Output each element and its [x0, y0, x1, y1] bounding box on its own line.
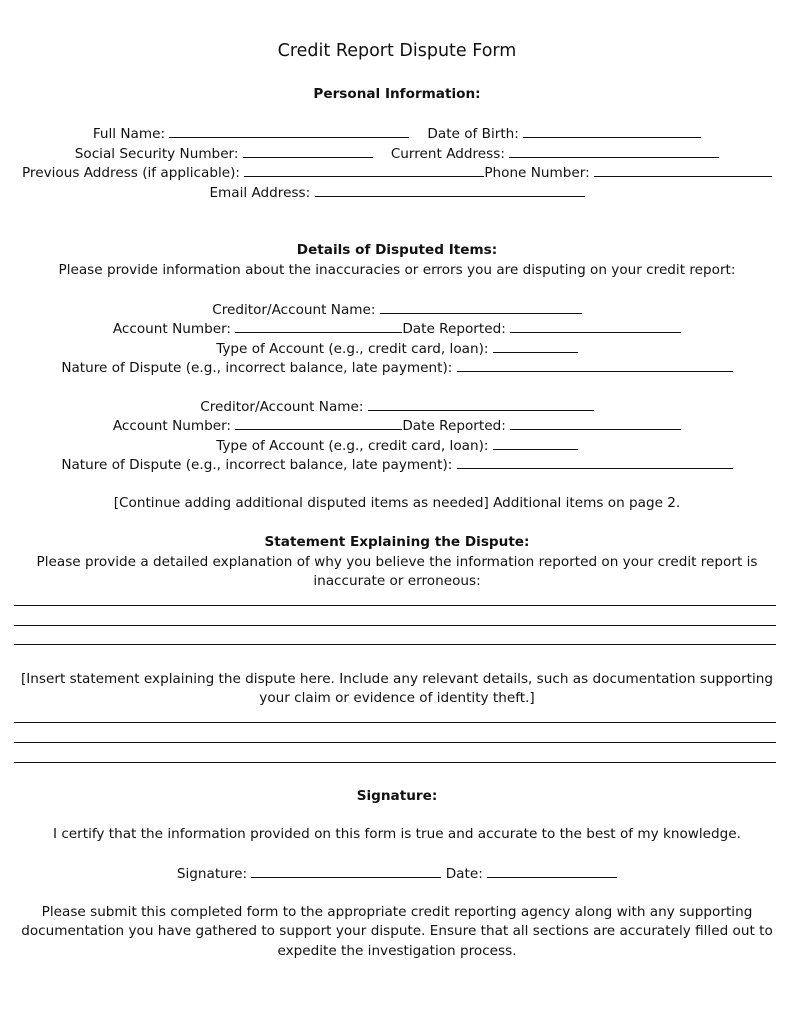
- item2-date-reported-field[interactable]: [510, 415, 681, 430]
- continue-note: [Continue adding additional disputed items as needed] Additional items on page 2.: [113, 495, 681, 511]
- row-name-dob: [0, 123, 794, 144]
- statement-line[interactable]: [14, 742, 776, 743]
- nature-label: Nature of Dispute (e.g., incorrect balance, late payment):: [61, 360, 453, 376]
- signature-row: [0, 863, 794, 884]
- email-field[interactable]: [315, 182, 585, 197]
- item2-nature-field[interactable]: [457, 454, 733, 469]
- item2-account-number-field[interactable]: [235, 415, 402, 430]
- item1-type-row: [0, 338, 794, 359]
- creditor-label: Creditor/Account Name:: [200, 399, 364, 415]
- signature-label: Signature:: [176, 866, 248, 882]
- item1-nature-row: [0, 357, 794, 378]
- full-name-label: Full Name:: [92, 126, 166, 142]
- statement-intro-1: Please provide a detailed explanation of why you believe the information reported on your credit report is: [36, 554, 758, 570]
- item1-account-row: [0, 318, 794, 339]
- statement-intro-2: inaccurate or erroneous:: [313, 573, 481, 589]
- closing-line-1: Please submit this completed form to the appropriate credit reporting agency along with any supporting: [41, 904, 753, 920]
- ssn-field[interactable]: [243, 143, 373, 158]
- item1-creditor-row: [0, 299, 794, 320]
- email-label: Email Address:: [209, 185, 311, 201]
- item2-type-row: [0, 435, 794, 456]
- previous-address-field[interactable]: [244, 162, 484, 177]
- type-label: Type of Account (e.g., credit card, loan):: [216, 341, 489, 357]
- dob-field[interactable]: [523, 123, 701, 138]
- item2-nature-row: [0, 454, 794, 475]
- date-field[interactable]: [487, 863, 617, 878]
- row-email: [0, 182, 794, 203]
- type-label: Type of Account (e.g., credit card, loan):: [216, 438, 489, 454]
- full-name-field[interactable]: [169, 123, 409, 138]
- item1-account-number-field[interactable]: [235, 318, 402, 333]
- statement-insert-1: [Insert statement explaining the dispute here. Include any relevant details, such as documentation supporting: [20, 671, 774, 687]
- signature-heading: Signature:: [356, 788, 438, 804]
- item2-creditor-field[interactable]: [368, 396, 594, 411]
- statement-line[interactable]: [14, 762, 776, 763]
- row-ssn-address: [0, 143, 794, 164]
- row-previous-phone: [0, 162, 794, 183]
- statement-insert-2: your claim or evidence of identity theft.]: [259, 690, 535, 706]
- current-address-field[interactable]: [509, 143, 719, 158]
- phone-label: Phone Number:: [484, 165, 590, 181]
- previous-address-label: Previous Address (if applicable):: [21, 165, 240, 181]
- personal-info-heading: Personal Information:: [313, 86, 481, 102]
- account-number-label: Account Number:: [112, 321, 232, 337]
- nature-label: Nature of Dispute (e.g., incorrect balance, late payment):: [61, 457, 453, 473]
- date-reported-label: Date Reported:: [402, 321, 506, 337]
- dob-label: Date of Birth:: [427, 126, 519, 142]
- account-number-label: Account Number:: [112, 418, 232, 434]
- certify-text: I certify that the information provided on this form is true and accurate to the best of my knowledge.: [53, 826, 741, 842]
- current-address-label: Current Address:: [390, 146, 505, 162]
- signature-field[interactable]: [251, 863, 441, 878]
- ssn-label: Social Security Number:: [74, 146, 239, 162]
- date-reported-label: Date Reported:: [402, 418, 506, 434]
- item1-creditor-field[interactable]: [380, 299, 582, 314]
- item2-creditor-row: [0, 396, 794, 417]
- phone-field[interactable]: [594, 162, 772, 177]
- disputed-items-heading: Details of Disputed Items:: [296, 242, 498, 258]
- item2-type-field[interactable]: [493, 435, 578, 450]
- statement-line[interactable]: [14, 605, 776, 606]
- page-title: Credit Report Dispute Form: [277, 41, 517, 61]
- statement-line[interactable]: [14, 625, 776, 626]
- item1-date-reported-field[interactable]: [510, 318, 681, 333]
- disputed-intro: Please provide information about the inaccuracies or errors you are disputing on your credit report:: [58, 262, 736, 278]
- statement-line[interactable]: [14, 722, 776, 723]
- closing-line-2: documentation you have gathered to support your dispute. Ensure that all sections are accurately filled out to: [21, 923, 773, 939]
- statement-heading: Statement Explaining the Dispute:: [264, 534, 530, 550]
- item2-account-row: [0, 415, 794, 436]
- statement-line[interactable]: [14, 644, 776, 645]
- creditor-label: Creditor/Account Name:: [212, 302, 376, 318]
- date-label: Date:: [445, 866, 483, 882]
- item1-nature-field[interactable]: [457, 357, 733, 372]
- item1-type-field[interactable]: [493, 338, 578, 353]
- closing-line-3: expedite the investigation process.: [277, 943, 517, 959]
